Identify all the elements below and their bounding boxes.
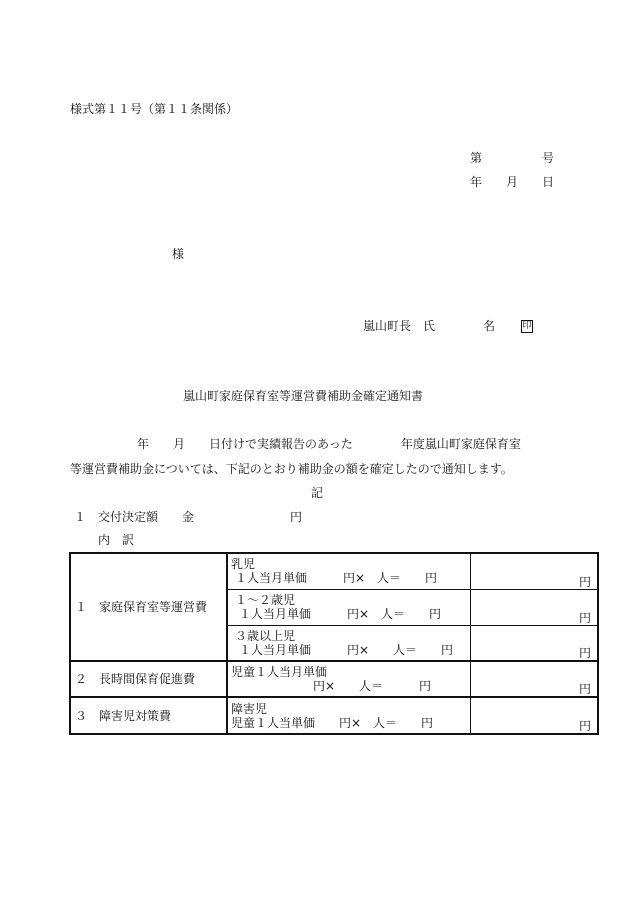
group-label: １～２歳児 xyxy=(235,593,296,607)
issue-date: 年 月 日 xyxy=(470,175,555,189)
unit-price-line: 円× 人＝ 円 xyxy=(313,679,432,693)
item-1-amount: １ 交付決定額 金 円 xyxy=(74,510,303,524)
detail-infant xyxy=(227,553,470,589)
unit-price-line: 児童１人当単価 円× 人＝ 円 xyxy=(231,715,434,730)
unit-price-line: １人当月単価 円× 人＝ 円 xyxy=(239,607,442,621)
amount-disabled-children: 円 xyxy=(470,697,598,734)
amount-long-hours: 円 xyxy=(470,661,598,697)
detail-1-2-year xyxy=(227,589,470,625)
unit-price-line: １人当月単価 円× 人＝ 円 xyxy=(239,642,454,657)
group-label: 障害児 xyxy=(231,701,268,716)
seal-mark: 印 xyxy=(522,321,532,331)
document-number: 第 号 xyxy=(470,151,555,165)
table-row xyxy=(70,661,598,697)
category-operating-cost: １ 家庭保育室等運営費 xyxy=(70,553,227,661)
issuer-signature xyxy=(363,319,533,333)
group-label: ３歳以上児 xyxy=(235,628,296,643)
amount-3-plus: 円 xyxy=(470,625,598,661)
amount-infant: 円 xyxy=(470,553,598,589)
group-label: 乳児 xyxy=(231,557,256,572)
table-row xyxy=(70,697,598,734)
detail-disabled-children xyxy=(227,697,470,734)
body-line-2: 等運営費補助金については、下記のとおり補助金の額を確定したので通知します。 xyxy=(70,462,513,476)
category-long-hours: ２ 長時間保育促進費 xyxy=(70,661,227,697)
unit-price-line: １人当月単価 円× 人＝ 円 xyxy=(235,571,438,586)
breakdown-label: 内 訳 xyxy=(98,533,135,547)
form-number: 様式第１１号（第１１条関係） xyxy=(70,102,239,116)
detail-3-plus xyxy=(227,625,470,661)
unit-price-label: 児童１人当月単価 xyxy=(231,665,328,679)
issuer-title: 嵐山町長 氏 名 xyxy=(363,319,496,333)
category-disabled-children: ３ 障害児対策費 xyxy=(70,697,227,734)
amount-1-2-year: 円 xyxy=(470,589,598,625)
document-title: 嵐山町家庭保育室等運営費補助金確定通知書 xyxy=(183,389,424,403)
ki-heading: 記 xyxy=(311,486,324,500)
detail-long-hours xyxy=(227,661,470,697)
breakdown-table xyxy=(69,552,599,735)
body-line-1: 年 月 日付けで実績報告のあった 年度嵐山町家庭保育室 xyxy=(137,437,521,451)
table-row xyxy=(70,553,598,589)
recipient-honorific: 様 xyxy=(172,247,185,261)
